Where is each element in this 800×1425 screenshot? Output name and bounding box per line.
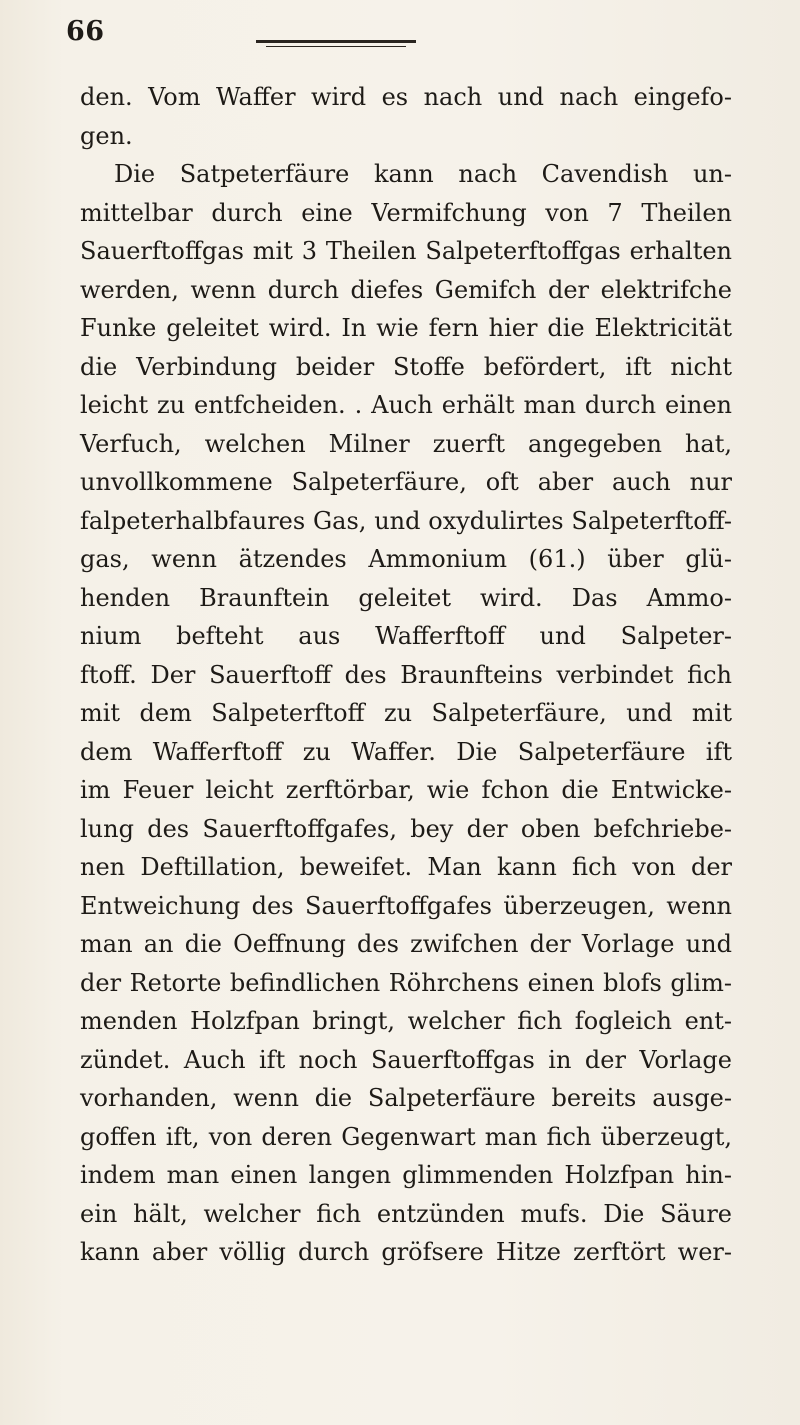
text-line: nium befteht aus Wafferftoff und Salpeter-: [80, 622, 732, 650]
header-rule-thin: [266, 46, 406, 47]
text-line: Entweichung des Sauerftoffgafes überzeugen, wenn: [80, 891, 732, 920]
text-line: ftoff. Der Sauerftoff des Braunfteins verbindet fich: [80, 660, 732, 689]
text-line: zündet. Auch ift noch Sauerftoffgas in der Vorlage: [80, 1045, 732, 1074]
text-line: der Retorte befindlichen Röhrchens einen blofs glim-: [80, 968, 732, 997]
text-line: unvollkommene Salpeterfäure, oft aber auch nur: [80, 468, 732, 496]
text-line: vorhanden, wenn die Salpeterfäure bereits ausge-: [80, 1084, 732, 1112]
text-line: ein hält, welcher fich entzünden mufs. Die Säure: [80, 1199, 732, 1228]
text-line: den. Vom Waffer wird es nach und nach eingefo-: [80, 83, 732, 111]
text-line: falpeterhalbfaures Gas, und oxydulirtes Salpeterftoff-: [80, 506, 732, 535]
page-number: 66: [66, 16, 105, 47]
text-line: Sauerftoffgas mit 3 Theilen Salpeterftoffgas erhalten: [80, 237, 732, 265]
text-line: indem man einen langen glimmenden Holzfpan hin-: [80, 1161, 732, 1189]
text-line: die Verbindung beider Stoffe befördert, ift nicht: [80, 352, 732, 381]
text-line: Funke geleitet wird. In wie fern hier die Elektricität: [80, 314, 732, 342]
text-line: gen.: [80, 121, 133, 150]
text-line: goffen ift, von deren Gegenwart man fich überzeugt,: [80, 1122, 732, 1151]
text-line: mit dem Salpeterftoff zu Salpeterfäure, und mit: [80, 699, 732, 727]
text-line: kann aber völlig durch gröfsere Hitze zerftört wer-: [80, 1238, 732, 1266]
header-rule: [256, 40, 416, 43]
text-line: menden Holzfpan bringt, welcher fich fogleich ent-: [80, 1007, 732, 1035]
text-line: werden, wenn durch diefes Gemifch der elektrifche: [80, 275, 732, 304]
text-line: Die Satpeterfäure kann nach Cavendish un-: [114, 160, 732, 188]
text-line: nen Deftillation, beweifet. Man kann fich von der: [80, 853, 732, 881]
text-line: leicht zu entfcheiden. . Auch erhält man durch einen: [80, 391, 732, 419]
text-line: lung des Sauerftoffgafes, bey der oben befchriebe-: [80, 814, 732, 843]
text-line: man an die Oeffnung des zwifchen der Vorlage und: [80, 930, 732, 958]
body-text: [80, 78, 732, 1272]
text-line: im Feuer leicht zerftörbar, wie fchon die Entwicke-: [80, 776, 732, 804]
text-line: Verfuch, welchen Milner zuerft angegeben hat,: [80, 429, 732, 458]
text-line: mittelbar durch eine Vermifchung von 7 Theilen: [80, 198, 732, 227]
text-line: dem Wafferftoff zu Waffer. Die Salpeterfäure ift: [80, 737, 732, 766]
text-line: henden Braunftein geleitet wird. Das Ammo-: [80, 583, 732, 612]
text-line: gas, wenn ätzendes Ammonium (61.) über glü-: [80, 545, 732, 573]
page-header: [66, 16, 726, 56]
